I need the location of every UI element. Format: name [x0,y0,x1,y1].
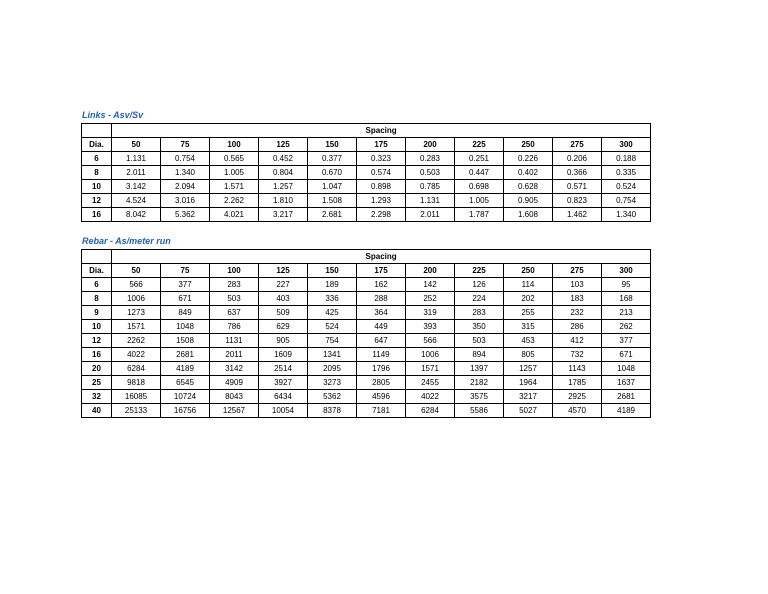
value-cell: 213 [602,306,651,320]
value-cell: 336 [308,292,357,306]
value-cell: 183 [553,292,602,306]
spacing-column-header: 125 [259,264,308,278]
value-cell: 1.340 [161,166,210,180]
value-cell: 2095 [308,362,357,376]
value-cell: 0.823 [553,194,602,208]
value-cell: 894 [455,348,504,362]
value-cell: 1.293 [357,194,406,208]
value-cell: 566 [406,334,455,348]
table-row [82,278,651,292]
value-cell: 95 [602,278,651,292]
spacing-column-header: 175 [357,138,406,152]
value-cell: 0.898 [357,180,406,194]
dia-header: Dia. [82,138,112,152]
dia-cell: 32 [82,390,112,404]
value-cell: 1785 [553,376,602,390]
value-cell: 364 [357,306,406,320]
value-cell: 453 [504,334,553,348]
value-cell: 2455 [406,376,455,390]
value-cell: 0.206 [553,152,602,166]
value-cell: 2805 [357,376,406,390]
value-cell: 288 [357,292,406,306]
value-cell: 0.565 [210,152,259,166]
value-cell: 227 [259,278,308,292]
value-cell: 262 [602,320,651,334]
value-cell: 4022 [112,348,161,362]
value-cell: 671 [602,348,651,362]
value-cell: 3.016 [161,194,210,208]
dia-cell: 12 [82,334,112,348]
value-cell: 1.340 [602,208,651,222]
spacing-column-header: 125 [259,138,308,152]
value-cell: 1.810 [259,194,308,208]
value-cell: 905 [259,334,308,348]
value-cell: 2681 [161,348,210,362]
value-cell: 3142 [210,362,259,376]
value-cell: 1131 [210,334,259,348]
value-cell: 503 [455,334,504,348]
value-cell: 1.005 [455,194,504,208]
value-cell: 0.283 [406,152,455,166]
value-cell: 0.905 [504,194,553,208]
value-cell: 0.804 [259,166,308,180]
value-cell: 126 [455,278,504,292]
table-row [82,320,651,334]
value-cell: 252 [406,292,455,306]
value-cell: 4909 [210,376,259,390]
table-row [82,306,651,320]
value-cell: 1006 [112,292,161,306]
value-cell: 319 [406,306,455,320]
spacing-column-header: 100 [210,264,259,278]
table-row [82,208,651,222]
value-cell: 4.021 [210,208,259,222]
value-cell: 1341 [308,348,357,362]
value-cell: 6284 [406,404,455,418]
spacing-column-header: 175 [357,264,406,278]
value-cell: 6284 [112,362,161,376]
value-cell: 671 [161,292,210,306]
value-cell: 1273 [112,306,161,320]
value-cell: 509 [259,306,308,320]
value-cell: 0.323 [357,152,406,166]
value-cell: 5362 [308,390,357,404]
value-cell: 2925 [553,390,602,404]
value-cell: 189 [308,278,357,292]
value-cell: 6434 [259,390,308,404]
value-cell: 2681 [602,390,651,404]
value-cell: 3.217 [259,208,308,222]
value-cell: 0.785 [406,180,455,194]
value-cell: 10054 [259,404,308,418]
spacing-column-header: 200 [406,138,455,152]
value-cell: 1637 [602,376,651,390]
value-cell: 202 [504,292,553,306]
value-cell: 0.628 [504,180,553,194]
column-header-row [82,138,651,152]
dia-cell: 40 [82,404,112,418]
value-cell: 1571 [112,320,161,334]
dia-cell: 6 [82,278,112,292]
value-cell: 255 [504,306,553,320]
value-cell: 3.142 [112,180,161,194]
dia-cell: 25 [82,376,112,390]
value-cell: 3575 [455,390,504,404]
spacing-column-header: 275 [553,138,602,152]
value-cell: 412 [553,334,602,348]
spacing-column-header: 275 [553,264,602,278]
value-cell: 1048 [602,362,651,376]
value-cell: 524 [308,320,357,334]
spacing-column-header: 225 [455,138,504,152]
value-cell: 805 [504,348,553,362]
value-cell: 4189 [602,404,651,418]
value-cell: 283 [455,306,504,320]
corner-cell [82,124,112,138]
value-cell: 1.257 [259,180,308,194]
value-cell: 629 [259,320,308,334]
value-cell: 754 [308,334,357,348]
value-cell: 3927 [259,376,308,390]
value-cell: 1.047 [308,180,357,194]
value-cell: 1.131 [406,194,455,208]
dia-cell: 8 [82,166,112,180]
value-cell: 1.508 [308,194,357,208]
table-row [82,362,651,376]
dia-cell: 20 [82,362,112,376]
value-cell: 393 [406,320,455,334]
value-cell: 0.754 [161,152,210,166]
spacing-column-header: 100 [210,138,259,152]
links-table [81,123,651,222]
value-cell: 8043 [210,390,259,404]
value-cell: 12567 [210,404,259,418]
value-cell: 1143 [553,362,602,376]
value-cell: 1048 [161,320,210,334]
dia-cell: 12 [82,194,112,208]
value-cell: 25133 [112,404,161,418]
value-cell: 5.362 [161,208,210,222]
value-cell: 2.094 [161,180,210,194]
value-cell: 8378 [308,404,357,418]
spacing-header-row [82,250,651,264]
rebar-table [81,249,651,418]
value-cell: 637 [210,306,259,320]
value-cell: 283 [210,278,259,292]
dia-cell: 10 [82,320,112,334]
value-cell: 1006 [406,348,455,362]
value-cell: 566 [112,278,161,292]
dia-cell: 10 [82,180,112,194]
value-cell: 1508 [161,334,210,348]
value-cell: 4570 [553,404,602,418]
value-cell: 114 [504,278,553,292]
value-cell: 5586 [455,404,504,418]
value-cell: 2.681 [308,208,357,222]
dia-cell: 8 [82,292,112,306]
value-cell: 1796 [357,362,406,376]
value-cell: 10724 [161,390,210,404]
value-cell: 0.251 [455,152,504,166]
value-cell: 0.188 [602,152,651,166]
value-cell: 0.574 [357,166,406,180]
value-cell: 1571 [406,362,455,376]
table-row [82,194,651,208]
value-cell: 4022 [406,390,455,404]
spacing-column-header: 150 [308,264,357,278]
rebar-table-title: Rebar - As/meter run [82,236,171,246]
table-row [82,348,651,362]
dia-cell: 6 [82,152,112,166]
value-cell: 2.298 [357,208,406,222]
value-cell: 732 [553,348,602,362]
value-cell: 0.452 [259,152,308,166]
value-cell: 1.787 [455,208,504,222]
value-cell: 0.571 [553,180,602,194]
value-cell: 4189 [161,362,210,376]
value-cell: 8.042 [112,208,161,222]
spacing-header: Spacing [112,250,651,264]
dia-header: Dia. [82,264,112,278]
dia-cell: 16 [82,348,112,362]
value-cell: 1.005 [210,166,259,180]
value-cell: 3273 [308,376,357,390]
value-cell: 168 [602,292,651,306]
value-cell: 449 [357,320,406,334]
value-cell: 849 [161,306,210,320]
value-cell: 9818 [112,376,161,390]
table-row [82,292,651,306]
value-cell: 0.698 [455,180,504,194]
value-cell: 2.011 [112,166,161,180]
links-table-title: Links - Asv/Sv [82,110,144,120]
value-cell: 1397 [455,362,504,376]
value-cell: 2.262 [210,194,259,208]
value-cell: 162 [357,278,406,292]
value-cell: 2182 [455,376,504,390]
value-cell: 0.754 [602,194,651,208]
value-cell: 786 [210,320,259,334]
value-cell: 0.503 [406,166,455,180]
spacing-column-header: 50 [112,264,161,278]
table-row [82,376,651,390]
value-cell: 286 [553,320,602,334]
table-row [82,334,651,348]
value-cell: 1609 [259,348,308,362]
spacing-column-header: 250 [504,264,553,278]
value-cell: 224 [455,292,504,306]
spacing-column-header: 75 [161,264,210,278]
table-row [82,180,651,194]
value-cell: 0.366 [553,166,602,180]
value-cell: 0.377 [308,152,357,166]
value-cell: 0.524 [602,180,651,194]
value-cell: 315 [504,320,553,334]
value-cell: 1149 [357,348,406,362]
spacing-column-header: 75 [161,138,210,152]
value-cell: 403 [259,292,308,306]
value-cell: 2262 [112,334,161,348]
spacing-column-header: 300 [602,264,651,278]
value-cell: 1257 [504,362,553,376]
table-row [82,166,651,180]
value-cell: 350 [455,320,504,334]
value-cell: 232 [553,306,602,320]
spacing-column-header: 300 [602,138,651,152]
value-cell: 0.447 [455,166,504,180]
corner-cell [82,250,112,264]
value-cell: 1.571 [210,180,259,194]
value-cell: 16756 [161,404,210,418]
value-cell: 6545 [161,376,210,390]
value-cell: 7181 [357,404,406,418]
value-cell: 1964 [504,376,553,390]
value-cell: 503 [210,292,259,306]
value-cell: 0.335 [602,166,651,180]
value-cell: 1.462 [553,208,602,222]
value-cell: 647 [357,334,406,348]
table-row [82,390,651,404]
spacing-column-header: 250 [504,138,553,152]
value-cell: 0.402 [504,166,553,180]
spacing-column-header: 225 [455,264,504,278]
spacing-column-header: 50 [112,138,161,152]
dia-cell: 9 [82,306,112,320]
column-header-row [82,264,651,278]
table-row [82,404,651,418]
value-cell: 4596 [357,390,406,404]
spacing-column-header: 200 [406,264,455,278]
spacing-header: Spacing [112,124,651,138]
value-cell: 1.608 [504,208,553,222]
value-cell: 3217 [504,390,553,404]
value-cell: 16085 [112,390,161,404]
value-cell: 425 [308,306,357,320]
dia-cell: 16 [82,208,112,222]
value-cell: 103 [553,278,602,292]
table-row [82,152,651,166]
value-cell: 1.131 [112,152,161,166]
value-cell: 0.226 [504,152,553,166]
value-cell: 2.011 [406,208,455,222]
value-cell: 2011 [210,348,259,362]
value-cell: 4.524 [112,194,161,208]
value-cell: 0.670 [308,166,357,180]
spacing-header-row [82,124,651,138]
value-cell: 142 [406,278,455,292]
value-cell: 5027 [504,404,553,418]
spacing-column-header: 150 [308,138,357,152]
value-cell: 2514 [259,362,308,376]
value-cell: 377 [161,278,210,292]
value-cell: 377 [602,334,651,348]
